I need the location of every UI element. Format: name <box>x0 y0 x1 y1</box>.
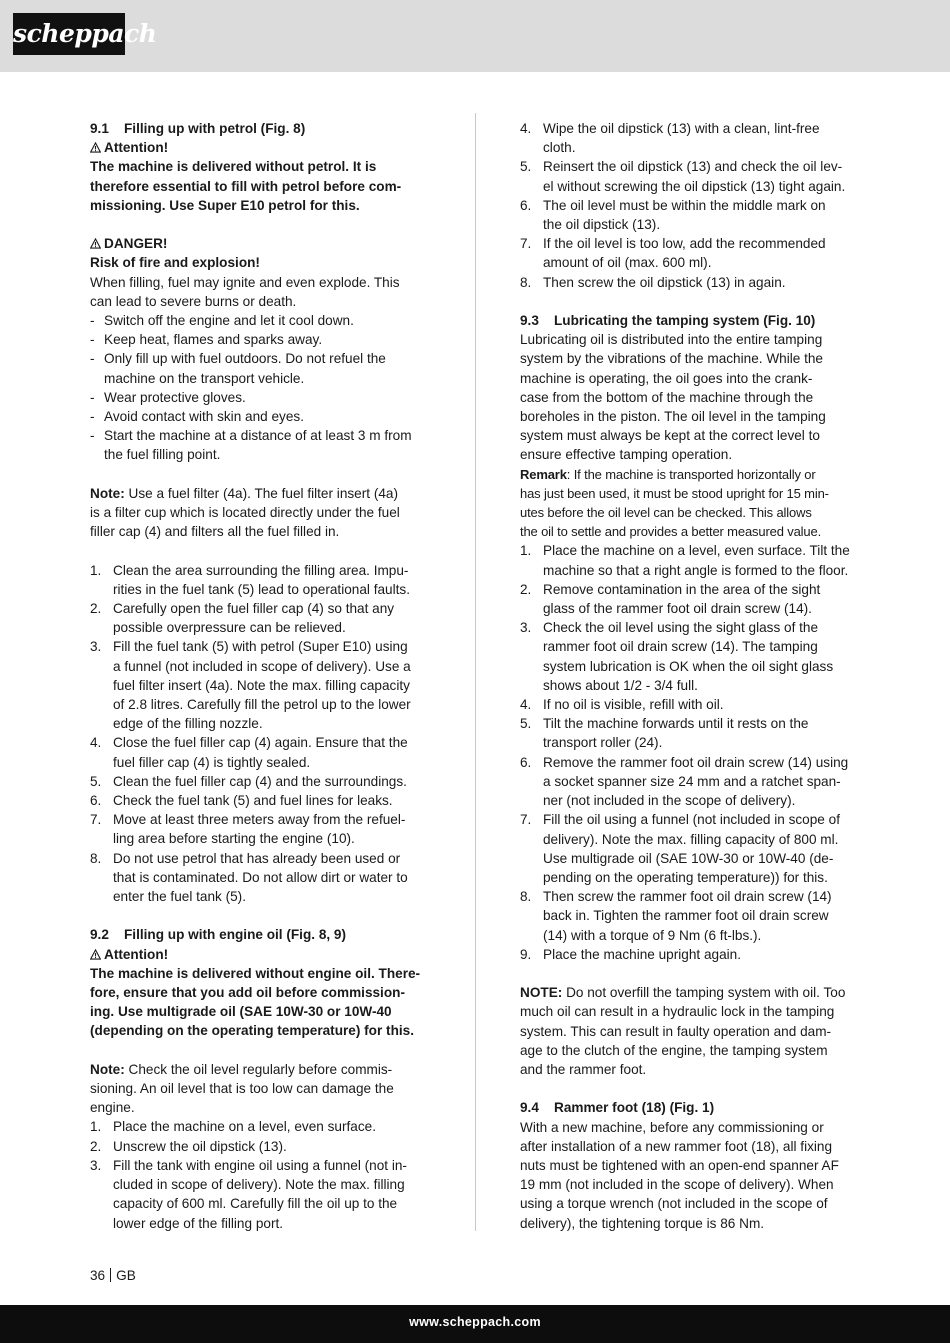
tamping-step-line: rammer foot oil drain screw (14). The tamping <box>543 639 818 655</box>
oil-step <box>520 196 860 234</box>
petrol-step-number: 2. <box>90 601 102 617</box>
oil-step <box>520 273 860 292</box>
right-column <box>520 119 860 1233</box>
tamping-intro-line: system must always be kept at the correct level to <box>520 428 820 444</box>
tamping-step <box>520 580 860 618</box>
oil-step-number: 3. <box>90 1157 102 1173</box>
oil-step-text <box>113 1117 430 1136</box>
section-9-4-heading-number: 9.4 <box>520 1100 539 1116</box>
tamping-step-number: 8. <box>520 889 532 905</box>
tamping-step <box>520 618 860 695</box>
danger-text-line: When filling, fuel may ignite and even explode. This <box>90 274 400 290</box>
oil-step-text <box>543 273 860 292</box>
tamping-step <box>520 887 860 945</box>
petrol-step-text <box>113 733 430 771</box>
oil-step <box>90 1117 430 1136</box>
oil-step-line: If the oil level is too low, add the recommended <box>543 236 826 252</box>
page-number-separator <box>110 1268 111 1282</box>
spacer <box>90 906 430 925</box>
safety-bullet-line: machine on the transport vehicle. <box>104 370 305 386</box>
safety-bullet-line: Start the machine at a distance of at least 3 m from <box>104 428 412 444</box>
tamping-step-number: 6. <box>520 754 532 770</box>
overfill-note-line: Do not overfill the tamping system with oil. Too <box>562 985 846 1001</box>
warning-triangle-icon <box>90 949 101 960</box>
oil-level-note-line: engine. <box>90 1100 135 1116</box>
fuel-filter-note-label: Note: <box>90 485 125 501</box>
tamping-step <box>520 714 860 752</box>
spacer <box>520 1079 860 1098</box>
rammer-foot-text-line: nuts must be tightened with an open-end spanner AF <box>520 1157 839 1173</box>
spacer <box>90 541 430 560</box>
petrol-step-line: fuel filter insert (4a). Note the max. filling capacity <box>113 677 410 693</box>
tamping-intro-line: case from the bottom of the machine through the <box>520 389 814 405</box>
tamping-step-text <box>543 945 860 964</box>
overfill-note-label: NOTE: <box>520 985 563 1001</box>
rammer-foot-text-line: delivery), the tightening torque is 86 Nm. <box>520 1215 765 1231</box>
safety-bullet-line: the fuel filling point. <box>104 447 221 463</box>
oil-step-line: capacity of 600 ml. Carefully fill the oil up to the <box>113 1196 398 1212</box>
overfill-note-line: much oil can result in a hydraulic lock in the tamping <box>520 1004 835 1020</box>
section-9-1-heading-number: 9.1 <box>90 121 109 136</box>
fuel-filter-note-line: is a filter cup which is located directly under the fuel <box>90 505 400 521</box>
petrol-step-number: 6. <box>90 793 102 809</box>
petrol-step <box>90 849 430 907</box>
warning-triangle-icon <box>90 238 101 249</box>
oil-step <box>520 234 860 272</box>
safety-bullet-text <box>104 349 430 387</box>
safety-bullet-dash: - <box>90 313 95 329</box>
tamping-step-line: Fill the oil using a funnel (not included in scope of <box>543 812 840 828</box>
oil-step-line: Wipe the oil dipstick (13) with a clean, lint-free <box>543 121 820 136</box>
tamping-step-line: system lubrication is OK when the oil sight glass <box>543 658 834 674</box>
petrol-step-text <box>113 599 430 637</box>
petrol-step <box>90 810 430 848</box>
tamping-step-line: Then screw the rammer foot oil drain screw (14) <box>543 889 832 905</box>
oil-step-number: 1. <box>90 1119 102 1135</box>
petrol-step-text <box>113 791 430 810</box>
petrol-warning-text-line: therefore essential to fill with petrol before com- <box>90 178 402 194</box>
petrol-warning-text <box>90 157 430 215</box>
petrol-step-text <box>113 637 430 733</box>
oil-warning-text <box>90 964 430 1041</box>
petrol-step-line: Clean the area surrounding the filling area. Impu- <box>113 562 409 578</box>
petrol-step-number: 7. <box>90 812 102 828</box>
tamping-step-line: ner (not included in the scope of delivery). <box>543 793 796 809</box>
oil-step <box>90 1156 430 1233</box>
column-divider <box>475 113 476 1231</box>
tamping-step-line: Remove contamination in the area of the sight <box>543 581 821 597</box>
petrol-step-text <box>113 772 430 791</box>
safety-bullet-line: Avoid contact with skin and eyes. <box>104 409 304 425</box>
oil-warning-text-line: (depending on the operating temperature) for this. <box>90 1023 414 1039</box>
tamping-step-number: 9. <box>520 946 532 962</box>
petrol-step-line: rities in the fuel tank (5) lead to operational faults. <box>113 581 410 597</box>
tamping-step-number: 5. <box>520 716 532 732</box>
section-9-1-heading <box>90 119 430 138</box>
rammer-foot-text-line: after installation of a new rammer foot (18), all fixing <box>520 1138 833 1154</box>
oil-step-text <box>113 1137 430 1156</box>
tamping-intro-line: machine is operating, the oil goes into the crank- <box>520 370 813 386</box>
tamping-step <box>520 945 860 964</box>
danger-text <box>90 273 430 311</box>
petrol-step-line: possible overpressure can be relieved. <box>113 620 346 636</box>
tamping-intro-line: boreholes in the piston. The oil level in the tamping <box>520 409 826 425</box>
safety-bullet-text <box>104 388 430 407</box>
tamping-intro-line: ensure effective tamping operation. <box>520 447 733 463</box>
section-9-3-heading-number: 9.3 <box>520 313 539 329</box>
oil-step-number: 4. <box>520 121 532 136</box>
page-language: GB <box>116 1268 136 1283</box>
oil-step-number: 8. <box>520 274 532 290</box>
spacer <box>90 215 430 234</box>
oil-step-line: cluded in scope of delivery). Note the max. filling <box>113 1177 405 1193</box>
tamping-step <box>520 810 860 887</box>
tamping-step-line: Place the machine upright again. <box>543 946 741 962</box>
petrol-step-number: 4. <box>90 735 102 751</box>
scheppach-logo: scheppach <box>13 13 125 55</box>
petrol-step <box>90 599 430 637</box>
petrol-step-line: Clean the fuel filler cap (4) and the surroundings. <box>113 773 407 789</box>
oil-step-line: Reinsert the oil dipstick (13) and check the oil lev- <box>543 159 843 175</box>
remark-text <box>520 465 860 542</box>
tamping-intro-line: system by the vibrations of the machine. While the <box>520 351 823 367</box>
tamping-step-line: a socket spanner size 24 mm and a ratchet span- <box>543 773 841 789</box>
tamping-step-text <box>543 753 860 811</box>
petrol-step-line: Close the fuel filler cap (4) again. Ensure that the <box>113 735 408 751</box>
attention-notice-text: Attention! <box>104 140 169 156</box>
tamping-step <box>520 541 860 579</box>
oil-step-line: Fill the tank with engine oil using a funnel (not in- <box>113 1157 407 1173</box>
page-number <box>90 1266 136 1283</box>
petrol-step-line: edge of the filling nozzle. <box>113 716 263 732</box>
safety-bullet-text <box>104 311 430 330</box>
oil-step-line: el without screwing the oil dipstick (13) tight again. <box>543 178 846 194</box>
oil-step-number: 7. <box>520 236 532 252</box>
oil-step-number: 5. <box>520 159 532 175</box>
safety-bullet-text <box>104 426 430 464</box>
petrol-step-line: ling area before starting the engine (10). <box>113 831 355 847</box>
remark-text-line: : If the machine is transported horizontally or <box>566 466 816 482</box>
tamping-step-number: 1. <box>520 543 532 559</box>
safety-bullet-dash: - <box>90 389 95 405</box>
tamping-step-line: back in. Tighten the rammer foot oil drain screw <box>543 908 829 924</box>
attention-notice-text: Attention! <box>104 946 169 962</box>
oil-step-text <box>543 157 860 195</box>
oil-step-text <box>113 1156 430 1233</box>
oil-step-line: the oil dipstick (13). <box>543 217 661 233</box>
danger-notice-text: DANGER! <box>104 236 168 252</box>
petrol-step-line: fuel filler cap (4) is tightly sealed. <box>113 754 311 770</box>
fuel-filter-note <box>90 484 430 542</box>
safety-bullet <box>90 388 430 407</box>
section-9-4-heading <box>520 1098 860 1117</box>
oil-step <box>520 157 860 195</box>
rammer-foot-text-line: 19 mm (not included in the scope of delivery). When <box>520 1177 834 1193</box>
petrol-step-line: Carefully open the fuel filler cap (4) so that any <box>113 601 395 617</box>
section-9-2-heading <box>90 925 430 944</box>
left-column <box>90 119 430 1233</box>
tamping-intro <box>520 330 860 464</box>
petrol-step <box>90 637 430 733</box>
petrol-step-text <box>113 810 430 848</box>
tamping-step-text <box>543 695 860 714</box>
tamping-step-line: Remove the rammer foot oil drain screw (14) using <box>543 754 849 770</box>
rammer-foot-text-line: using a torque wrench (not included in the scope of <box>520 1196 828 1212</box>
rammer-foot-text <box>520 1118 860 1233</box>
oil-step-line: amount of oil (max. 600 ml). <box>543 255 712 271</box>
oil-step-number: 2. <box>90 1138 102 1154</box>
safety-bullet-line: Switch off the engine and let it cool down. <box>104 313 354 329</box>
attention-notice <box>90 138 430 157</box>
tamping-step-line: Use multigrade oil (SAE 10W-30 or 10W-40 (de- <box>543 850 834 866</box>
section-9-1-heading-title: Filling up with petrol (Fig. 8) <box>124 121 306 136</box>
overfill-note-line: and the rammer foot. <box>520 1061 647 1077</box>
danger-text-line: can lead to severe burns or death. <box>90 293 297 309</box>
spacer <box>520 292 860 311</box>
petrol-step-number: 1. <box>90 562 102 578</box>
fuel-filter-note-line: Use a fuel filter (4a). The fuel filter insert (4a) <box>124 485 398 501</box>
petrol-step-line: Check the fuel tank (5) and fuel lines for leaks. <box>113 793 393 809</box>
petrol-step-number: 5. <box>90 773 102 789</box>
safety-bullet <box>90 349 430 387</box>
oil-step-line: cloth. <box>543 140 576 156</box>
tamping-step-number: 7. <box>520 812 532 828</box>
tamping-step-text <box>543 541 860 579</box>
safety-bullet-dash: - <box>90 351 95 367</box>
overfill-note <box>520 983 860 1079</box>
oil-step-line: Then screw the oil dipstick (13) in again. <box>543 274 786 290</box>
tamping-step <box>520 695 860 714</box>
fuel-filter-note-line: filler cap (4) and filters all the fuel filled in. <box>90 524 340 540</box>
safety-bullet-dash: - <box>90 428 95 444</box>
petrol-step-text <box>113 561 430 599</box>
safety-bullet <box>90 426 430 464</box>
petrol-step-line: Do not use petrol that has already been used or <box>113 850 401 866</box>
tamping-step-line: Place the machine on a level, even surface. Tilt the <box>543 543 850 559</box>
rammer-foot-text-line: With a new machine, before any commissioning or <box>520 1119 824 1135</box>
tamping-step-number: 3. <box>520 620 532 636</box>
tamping-step-line: delivery). Note the max. filling capacity of 800 ml. <box>543 831 839 847</box>
oil-step-line: Unscrew the oil dipstick (13). <box>113 1138 287 1154</box>
oil-warning-text-line: ing. Use multigrade oil (SAE 10W-30 or 10W-40 <box>90 1004 392 1020</box>
tamping-step-line: Check the oil level using the sight glass of the <box>543 620 819 636</box>
petrol-step-line: a funnel (not included in scope of delivery). Use a <box>113 658 411 674</box>
petrol-step-line: Move at least three meters away from the refuel- <box>113 812 406 828</box>
petrol-step-number: 8. <box>90 850 102 866</box>
tamping-step-line: shows about 1/2 - 3/4 full. <box>543 677 698 693</box>
tamping-step-text <box>543 714 860 752</box>
oil-step-text <box>543 196 860 234</box>
section-9-2-heading-number: 9.2 <box>90 927 109 943</box>
petrol-step <box>90 791 430 810</box>
tamping-step-line: glass of the rammer foot oil drain screw (14). <box>543 601 812 617</box>
petrol-step-line: of 2.8 litres. Carefully fill the petrol up to the lower <box>113 697 411 713</box>
remark-text-label: Remark <box>520 466 567 482</box>
tamping-step-line: (14) with a torque of 9 Nm (6 ft-lbs.). <box>543 927 762 943</box>
petrol-step-number: 3. <box>90 639 102 655</box>
spacer <box>90 465 430 484</box>
safety-bullet-line: Keep heat, flames and sparks away. <box>104 332 323 348</box>
petrol-step-line: Fill the fuel tank (5) with petrol (Super E10) using <box>113 639 408 655</box>
overfill-note-line: age to the clutch of the engine, the tamping system <box>520 1042 828 1058</box>
page-number-value: 36 <box>90 1268 106 1283</box>
oil-step-line: lower edge of the filling port. <box>113 1215 284 1231</box>
petrol-step <box>90 561 430 599</box>
tamping-step-line: If no oil is visible, refill with oil. <box>543 697 724 713</box>
tamping-step <box>520 753 860 811</box>
petrol-step <box>90 772 430 791</box>
safety-bullet <box>90 311 430 330</box>
oil-level-note-label: Note: <box>90 1061 125 1077</box>
tamping-step-line: pending on the operating temperature)) for this. <box>543 869 828 885</box>
petrol-step-text <box>113 849 430 907</box>
petrol-warning-text-line: missioning. Use Super E10 petrol for this. <box>90 197 360 213</box>
oil-step-text <box>543 119 860 157</box>
tamping-step-text <box>543 887 860 945</box>
tamping-step-line: Tilt the machine forwards until it rests on the <box>543 716 809 732</box>
oil-step-number: 6. <box>520 197 532 213</box>
tamping-step-line: transport roller (24). <box>543 735 663 751</box>
safety-bullet-line: Wear protective gloves. <box>104 389 246 405</box>
petrol-step-line: that is contaminated. Do not allow dirt or water to <box>113 869 408 885</box>
tamping-step-text <box>543 810 860 887</box>
section-9-2-heading-title: Filling up with engine oil (Fig. 8, 9) <box>124 927 347 943</box>
oil-step-text <box>543 234 860 272</box>
remark-text-line: utes before the oil level can be checked. This allows <box>520 505 812 521</box>
attention-notice <box>90 945 430 964</box>
safety-bullet-text <box>104 407 430 426</box>
danger-notice <box>90 234 430 253</box>
tamping-step-text <box>543 618 860 695</box>
section-9-3-heading <box>520 311 860 330</box>
oil-step <box>90 1137 430 1156</box>
tamping-step-number: 4. <box>520 697 532 713</box>
petrol-warning-text-line: The machine is delivered without petrol. It is <box>90 159 377 175</box>
safety-bullet-dash: - <box>90 409 95 425</box>
overfill-note-line: system. This can result in faulty operation and dam- <box>520 1023 832 1039</box>
oil-level-note <box>90 1060 430 1118</box>
section-9-3-heading-title: Lubricating the tamping system (Fig. 10) <box>554 313 816 329</box>
warning-triangle-icon <box>90 142 101 153</box>
oil-step-line: Place the machine on a level, even surface. <box>113 1119 376 1135</box>
safety-bullet-line: Only fill up with fuel outdoors. Do not refuel the <box>104 351 386 367</box>
safety-bullet <box>90 407 430 426</box>
footer-bar <box>0 1305 950 1343</box>
remark-text-line: has just been used, it must be stood upright for 15 min- <box>520 485 829 501</box>
tamping-step-text <box>543 580 860 618</box>
footer-url[interactable]: www.scheppach.com <box>409 1315 541 1329</box>
safety-bullet-text <box>104 330 430 349</box>
oil-step <box>520 119 860 157</box>
oil-level-note-line: sioning. An oil level that is too low can damage the <box>90 1081 394 1097</box>
tamping-step-line: machine so that a right angle is formed to the floor. <box>543 562 849 578</box>
oil-level-note-line: Check the oil level regularly before commis- <box>124 1061 393 1077</box>
tamping-step-number: 2. <box>520 581 532 597</box>
petrol-step <box>90 733 430 771</box>
tamping-intro-line: Lubricating oil is distributed into the entire tamping <box>520 332 823 348</box>
risk-heading: Risk of fire and explosion! <box>90 255 260 271</box>
header-bar <box>0 0 950 72</box>
section-9-4-heading-title: Rammer foot (18) (Fig. 1) <box>554 1100 715 1116</box>
oil-step-line: The oil level must be within the middle mark on <box>543 197 826 213</box>
oil-warning-text-line: fore, ensure that you add oil before commission- <box>90 985 405 1001</box>
remark-text-line: the oil to settle and provides a better measured value. <box>520 524 822 540</box>
oil-warning-text-line: The machine is delivered without engine oil. There- <box>90 965 421 981</box>
petrol-step-line: enter the fuel tank (5). <box>113 889 246 905</box>
safety-bullet <box>90 330 430 349</box>
spacer <box>90 1041 430 1060</box>
safety-bullet-dash: - <box>90 332 95 348</box>
spacer <box>520 964 860 983</box>
